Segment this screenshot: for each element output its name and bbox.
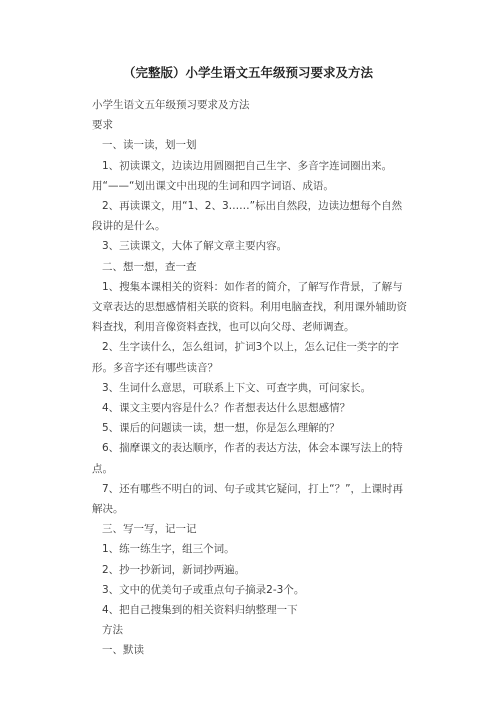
paragraph: 2、再读课文，用“1、2、3……”标出自然段，边读边想每个自然段讲的是什么。: [92, 200, 403, 233]
paragraph: 1、搜集本课相关的资料：如作者的简介，了解写作背景，了解与文章表达的思想感情相关联的资料。利用电脑查找，利用课外辅助资料查找，利用音像资料查找，也可以向父母、老师调查。: [92, 280, 407, 334]
section-heading-methods: 方法: [102, 624, 123, 637]
document-body: [92, 95, 410, 661]
section-heading-2: 二、想一想，查一查: [102, 260, 197, 273]
paragraph: 3、生词什么意思，可联系上下文、可查字典，可问家长。: [102, 381, 372, 394]
paragraph: 5、课后的问题读一读，想一想，你是怎么理解的？: [102, 422, 340, 435]
paragraph: 1、练一练生字，组三个词。: [102, 543, 235, 556]
paragraph: 2、抄一抄新词，新词抄两遍。: [102, 563, 246, 576]
paragraph: 7、还有哪些不明白的词、句子或其它疑问，打上“？”，上课时再解决。: [92, 482, 404, 516]
section-heading-requirements: 要求: [92, 119, 113, 132]
section-heading-silent-reading: 一、默读: [102, 644, 144, 657]
paragraph: 3、文中的优美句子或重点句子摘录2-3个。: [102, 583, 305, 596]
paragraph: 3、三读课文，大体了解文章主要内容。: [102, 240, 288, 253]
paragraph: 4、把自己搜集到的相关资料归纳整理一下: [102, 604, 298, 617]
paragraph: 6、揣摩课文的表达顺序，作者的表达方法，体会本课写法上的特点。: [92, 442, 403, 475]
subtitle-paragraph: 小学生语文五年级预习要求及方法: [92, 99, 250, 111]
section-heading-1: 一、读一读，划一划: [102, 139, 197, 152]
paragraph: 2、生字读什么，怎么组词，扩词3个以上，怎么记住一类字的字形。多音字还有哪些读音？: [92, 341, 399, 374]
section-heading-3: 三、写一写，记一记: [102, 523, 197, 536]
paragraph: 4、课文主要内容是什么？作者想表达什么思想感情？: [102, 402, 351, 415]
document-title: （完整版）小学生语文五年级预习要求及方法: [122, 65, 373, 80]
paragraph: 1、初读课文，边读边用圆圈把自己生字、多音字连词圈出来。用“——“划出课文中出现的生词和四字词语、成语。: [92, 159, 393, 192]
